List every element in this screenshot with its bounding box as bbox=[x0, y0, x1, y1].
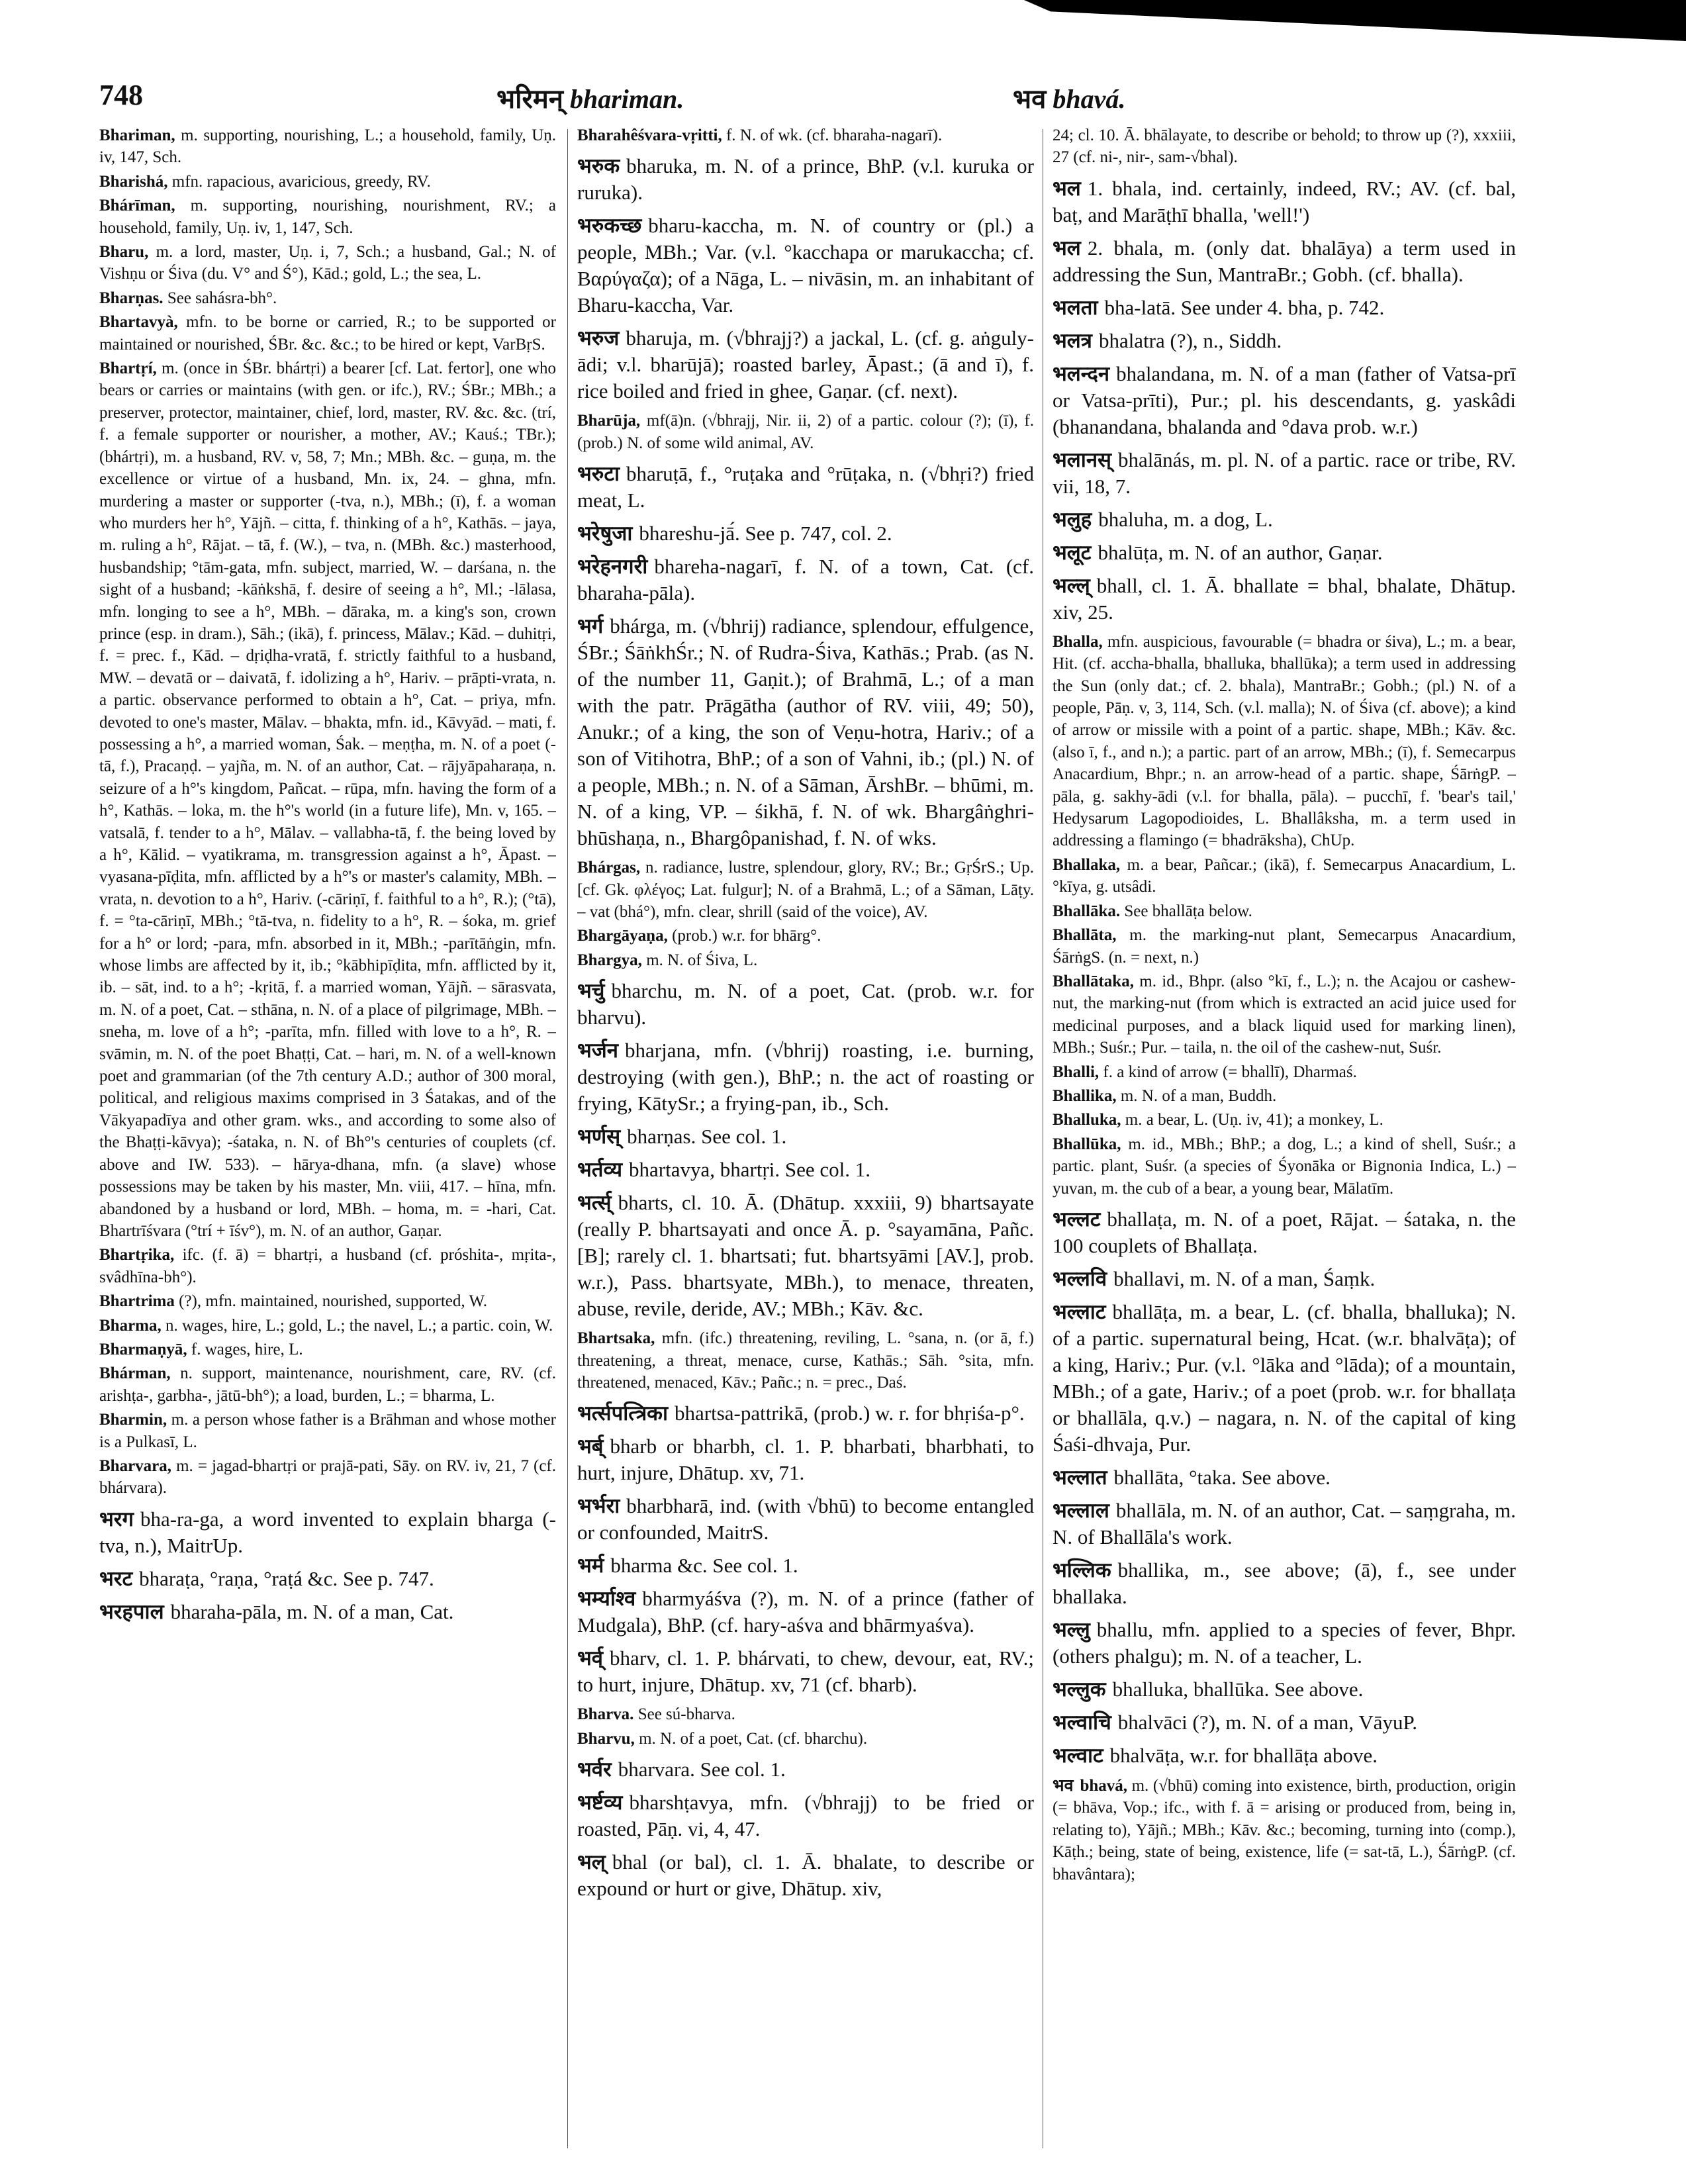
dictionary-entry bbox=[577, 1190, 1034, 1322]
dictionary-entry bbox=[577, 325, 1034, 404]
entry-definition: m. (√bhrij) radiance, splendour, effulgence, ŚBr.; ŚāṅkhŚr.; N. of Rudra-Śiva, Kathās.; Prab. (as N. of the number 11, Gaṇit.); of Brahmā, L.; of a man with the patr. Prāgātha (author of RV. viii, 49; 50), Anukr.; of a king, the son of Veṇu-hotra, Hariv.; of a son of Vitihotra, BhP.; of a son of Vahni, ib.; (pl.) N. of a people, MBh.; n. N. of a Sāman, ĀrshBr. – bhūmi, m. N. of a king, VP. – śikhā, f. N. of wk. Bhargâṅghri-bhūshaṇa, n., Bhargôpanishad, f. N. of wks. bbox=[577, 614, 1034, 850]
entry-headword: bharchu, bbox=[611, 979, 683, 1003]
dictionary-entry bbox=[1053, 328, 1516, 354]
dictionary-entry bbox=[1053, 361, 1516, 440]
right-running-head bbox=[1013, 79, 1125, 116]
entry-headword: bhalvāṭa, bbox=[1109, 1743, 1185, 1767]
entry-devanagari: भल् bbox=[577, 1850, 606, 1875]
entry-headword: bhallāta, bbox=[1113, 1465, 1184, 1489]
dictionary-entry bbox=[1053, 1266, 1516, 1292]
dictionary-entry bbox=[1053, 573, 1516, 626]
entry-definition: ifc. (f. ā) = bhartṛi, a husband (cf. próshita-, mṛita-, svâdhīna-bh°). bbox=[99, 1246, 556, 1286]
dictionary-entry bbox=[99, 1455, 556, 1499]
entry-headword: bharjana, bbox=[625, 1039, 701, 1063]
dictionary-entry bbox=[1053, 506, 1516, 533]
entry-definition: m. (√bhrajj?) a jackal, L. (cf. g. aṅguly-ādi; v.l. bharūjā); roasted barley, Āpast.; (ā and ī), f. rice boiled and fried in ghee, Gaṇar. (cf. next). bbox=[577, 326, 1034, 403]
entry-headword: bharv, bbox=[610, 1646, 661, 1670]
entry-definition: n. radiance, lustre, splendour, glory, RV.; Br.; GṛŚrS.; Up. [cf. Gk. φλέγος; Lat. fulgur]; N. of a Brahmā, L.; of a Sāman, Lāṭy. – vat (bhá°), mfn. clear, shrill (said of the voice), AV. bbox=[577, 859, 1034, 922]
dictionary-entry bbox=[1053, 1774, 1516, 1885]
dictionary-entry bbox=[1053, 1133, 1516, 1200]
entry-headword: Bhalli, bbox=[1053, 1063, 1100, 1081]
entry-definition: m. id., Bhpr. (also °kī, f., L.); n. the Acajou or cashew-nut, the marking-nut (from which is extracted an acid juice used for medicinal purposes, and a black liquid used for marking linen), MBh.; Suśr.; Pur. – taila, n. the oil of the cashew-nut, Suśr. bbox=[1053, 972, 1516, 1057]
dictionary-entry bbox=[577, 1552, 1034, 1579]
entry-definition: See col. 1. bbox=[701, 1125, 787, 1149]
entry-definition: See p. 747, col. 2. bbox=[745, 522, 892, 546]
dictionary-entry bbox=[577, 925, 1034, 947]
entry-definition: (?), m. N. of a prince (father of Mudgala), BhP. (cf. hary-aśva and bhārmyaśva). bbox=[577, 1587, 1034, 1637]
dictionary-entry bbox=[1053, 235, 1516, 288]
entry-definition: See col. 1. bbox=[700, 1758, 786, 1781]
dictionary-entry bbox=[99, 311, 556, 356]
entry-definition: m. id., MBh.; BhP.; a dog, L.; a kind of shell, Suśr.; a partic. plant, Suśr. (a species of Śyonāka or Bignonia Indica, L.) – yuvan, m. the cub of a bear, a young bear, Mālatīm. bbox=[1053, 1135, 1516, 1198]
entry-headword: Bharṇas. bbox=[99, 289, 164, 307]
entry-headword: Bhárīman, bbox=[99, 197, 175, 215]
dictionary-entry bbox=[1053, 1206, 1516, 1259]
entry-devanagari: भरुकच्छ bbox=[577, 214, 642, 238]
entry-devanagari: भल्लिक bbox=[1053, 1558, 1111, 1582]
entry-headword: Bharūja, bbox=[577, 412, 641, 430]
entry-definition: w.r. for bhallāṭa above. bbox=[1190, 1743, 1378, 1767]
entry-headword: bhaluha, bbox=[1098, 507, 1169, 531]
entry-headword: bharaha-pāla, bbox=[170, 1599, 282, 1623]
entry-headword: Bharva. bbox=[577, 1705, 634, 1724]
entry-devanagari: भरुटा bbox=[577, 462, 620, 487]
entry-definition: ind. certainly, indeed, RV.; AV. (cf. bal, baṭ, and Marāṭhī bhalla, 'well!') bbox=[1053, 176, 1516, 226]
dictionary-entry bbox=[1053, 175, 1516, 228]
left-running-head bbox=[496, 79, 684, 116]
entry-definition: m. N. of a man (father of Vatsa-prī or Vatsa-prīti), Pur.; pl. his descendants, g. yaskâdi (bhanandana, bhalanda and °dava prob. w.r.) bbox=[1053, 361, 1516, 438]
entry-definition: mfn. applied to a species of fever, Bhpr. (others phalgu); m. N. of a teacher, L. bbox=[1053, 1617, 1516, 1668]
column-rule-1 bbox=[567, 129, 568, 2148]
entry-headword: bhallika, bbox=[1117, 1558, 1190, 1582]
entry-headword: Bharishá, bbox=[99, 172, 168, 191]
entry-headword: bharmyáśva bbox=[642, 1587, 742, 1611]
entry-headword: Bhartṛika, bbox=[99, 1246, 175, 1264]
dictionary-entry bbox=[1053, 1299, 1516, 1458]
entry-definition: mfn. (√bhrajj) to be fried or roasted, Pāṇ. vi, 4, 47. bbox=[577, 1791, 1034, 1841]
entry-definition: cl. 1. Ā. bhalate, to describe or expound or hurt or give, Dhātup. xiv, bbox=[577, 1850, 1034, 1901]
entry-definition: mfn. (ifc.) threatening, reviling, L. °sana, n. (or ā, f.) threatening, a threat, menace, curse, Kathās.; Sāh. °sita, mfn. threatened, menaced, Kāv.; Pañc.; n. = prec., Daś. bbox=[577, 1329, 1034, 1392]
dictionary-entry bbox=[99, 1599, 556, 1625]
entry-devanagari: भर्णस् bbox=[577, 1125, 621, 1149]
entry-headword: bharma bbox=[610, 1554, 673, 1578]
entry-headword: bha-latā. bbox=[1104, 295, 1176, 319]
entry-headword: bharaṭa, bbox=[139, 1566, 205, 1590]
dictionary-entry bbox=[99, 1315, 556, 1337]
page-number: 748 bbox=[99, 79, 143, 111]
entry-definition: °taka. See above. bbox=[1189, 1465, 1331, 1489]
entry-definition: cl. 10. Ā. (Dhātup. xxxiii, 9) bhartsayate (really P. bhartsayati and once Ā. p. °sayamāna, Pañc. [B]; rarely cl. 1. bhartsati; fut. bhartsyāmi [AV.], prob. w.r.), Pass. bhartsyate, MBh.), to menace, threaten, abuse, revile, deride, AV.; MBh.; Kāv. &c. bbox=[577, 1191, 1034, 1321]
entry-headword: Bhargāyaṇa, bbox=[577, 927, 668, 945]
entry-devanagari: भल्वाट bbox=[1053, 1743, 1103, 1768]
entry-headword: bharts, bbox=[618, 1191, 674, 1215]
entry-headword: Bhartavyà, bbox=[99, 313, 178, 332]
entry-definition: mf(ā)n. (√bhrajj, Nir. ii, 2) of a partic. colour (?); (ī), f. (prob.) N. of some wild animal, AV. bbox=[577, 412, 1034, 452]
entry-devanagari: भल्लु bbox=[1053, 1617, 1090, 1642]
entry-devanagari: भरुक bbox=[577, 154, 620, 179]
entry-headword: bhallāṭa, bbox=[1112, 1300, 1183, 1323]
dictionary-entry bbox=[1053, 1109, 1516, 1131]
entry-devanagari: भलानस् bbox=[1053, 448, 1112, 472]
dictionary-entry bbox=[99, 124, 556, 169]
entry-devanagari: भल्लट bbox=[1053, 1207, 1101, 1231]
dictionary-entry bbox=[1053, 924, 1516, 969]
entry-definition: mfn. (√bhrij) roasting, i.e. burning, destroying (with gen.), BhP.; n. the act of roasting or frying, KātySr.; a frying-pan, ib., Sch. bbox=[577, 1039, 1034, 1116]
dictionary-entry bbox=[99, 171, 556, 193]
entry-definition: (?), n., Siddh. bbox=[1170, 328, 1282, 352]
entry-definition: m. = jagad-bhartṛi or prajā-pati, Sāy. on RV. iv, 21, 7 (cf. bhárvara). bbox=[99, 1456, 556, 1497]
entry-devanagari: भरट bbox=[99, 1566, 133, 1591]
column-right bbox=[1053, 124, 1516, 2150]
entry-devanagari: भरेषुजा bbox=[577, 522, 633, 546]
entry-headword: bhallaṭa, bbox=[1107, 1207, 1178, 1231]
dictionary-entry bbox=[577, 1157, 1034, 1183]
dictionary-entry bbox=[99, 1339, 556, 1360]
dictionary-entry bbox=[577, 520, 1034, 547]
entry-definition: See col. 1. bbox=[784, 1158, 871, 1182]
entry-definition: cl. 1. P. bhárvati, to chew, devour, eat, RV.; to hurt, injure, Dhātup. xv, 71 (cf. bharb). bbox=[577, 1646, 1034, 1697]
entry-headword: bhalānás, bbox=[1118, 448, 1195, 471]
entry-definition: °raṇa, °raṭá &c. See p. 747. bbox=[209, 1566, 434, 1590]
entry-definition: m. N. of a poet, Cat. (prob. w.r. for bharvu). bbox=[577, 979, 1034, 1029]
entry-definition: m. N. of a prince, BhP. (v.l. kuruka or ruruka). bbox=[577, 154, 1034, 205]
entry-definition: f. wages, hire, L. bbox=[191, 1340, 303, 1358]
entry-devanagari: भल्ल् bbox=[1053, 573, 1090, 598]
entry-headword: bharu-kaccha, bbox=[648, 214, 764, 238]
entry-headword: bhalvāci bbox=[1117, 1710, 1188, 1734]
entry-definition: m. N. of Śiva, L. bbox=[646, 951, 758, 969]
right-running-head-word: bhavá. bbox=[1053, 84, 1126, 114]
dictionary-entry bbox=[1053, 971, 1516, 1059]
entry-headword: Bhalluka, bbox=[1053, 1111, 1121, 1129]
dictionary-entry bbox=[577, 1123, 1034, 1150]
entry-definition: mfn. auspicious, favourable (= bhadra or śiva), L.; m. a bear, Hit. (cf. accha-bhalla, bhalluka, bhallūka); a term used in addressing the Sun (only dat.; cf. 2. bhala), MantraBr.; Gobh.; (pl.) N. of a people, Pāṇ. v, 3, 114, Sch. (v.l. malla); N. of Śiva (cf. above); a kind of arrow or missile with a point of a partic. shape, MBh.; Kāv. &c. (also ī, f., and n.); a partic. part of an arrow, MBh.; (ī), f. Semecarpus Anacardium, Bhpr.; n. an arrow-head of a partic. shape, ŚārṅgP. – pāla, g. sakhy-ādi (v.l. for bhalla, pāla). – pucchī, f. 'bear's tail,' Hedysarum Lagopodioides, L. Bhallâksha, m. a term used in addressing a flamingo (= bhadrāksha), ChUp. bbox=[1053, 632, 1516, 850]
column-middle bbox=[577, 124, 1034, 2150]
entry-definition: See sú-bharva. bbox=[637, 1705, 735, 1724]
entry-headword: bharvara. bbox=[618, 1758, 695, 1781]
dictionary-entry bbox=[1053, 1617, 1516, 1670]
entry-headword: bharbharā, bbox=[626, 1494, 714, 1518]
dictionary-entry bbox=[577, 1400, 1034, 1427]
dictionary-entry bbox=[99, 357, 556, 1242]
entry-devanagari: भल्लवि bbox=[1053, 1266, 1107, 1291]
entry-definition: m. a bear, Pañcar.; (ikā), f. Semecarpus Anacardium, L. °kīya, g. utsâdi. bbox=[1053, 855, 1516, 896]
dictionary-entry bbox=[577, 410, 1034, 454]
entry-headword: 2. bhala, bbox=[1087, 236, 1164, 260]
dictionary-entry bbox=[577, 1728, 1034, 1750]
entry-definition: m. a person whose father is a Brāhman and whose mother is a Pulkasī, L. bbox=[99, 1411, 556, 1451]
corner-scan-bar bbox=[1024, 0, 1686, 41]
entry-definition: &c. See col. 1. bbox=[677, 1554, 798, 1578]
entry-definition: m. N. of a man, Buddh. bbox=[1120, 1086, 1277, 1105]
entry-headword: Bhallaka, bbox=[1053, 855, 1121, 874]
left-running-head-word: bhariman. bbox=[569, 84, 684, 114]
dictionary-entry bbox=[99, 241, 556, 285]
dictionary-entry bbox=[577, 1037, 1034, 1117]
entry-headword: bhalatra bbox=[1098, 328, 1165, 352]
entry-devanagari: भर्तव्य bbox=[577, 1158, 623, 1182]
entry-headword: Bhariman, bbox=[99, 126, 175, 144]
entry-devanagari: भर्ग bbox=[577, 614, 604, 639]
entry-definition: 24; cl. 10. Ā. bhālayate, to describe or behold; to throw up (?), xxxiii, 27 (cf. ni-, nir-, sam-√bhal). bbox=[1053, 126, 1516, 167]
entry-definition: m. N. of an author, Gaṇar. bbox=[1168, 540, 1383, 564]
dictionary-entry bbox=[99, 195, 556, 239]
entry-devanagari: भरग bbox=[99, 1507, 134, 1531]
entry-definition: m. a lord, master, Uṇ. i, 7, Sch.; a husband, Gal.; N. of Vishṇu or Śiva (du. V° and Ś°), Kād.; gold, L.; the sea, L. bbox=[99, 243, 556, 283]
entry-headword: Bhargya, bbox=[577, 951, 642, 969]
entry-definition: m. pl. N. of a partic. race or tribe, RV. vii, 18, 7. bbox=[1053, 448, 1516, 498]
entry-devanagari: भल्लाट bbox=[1053, 1300, 1106, 1324]
entry-devanagari: भरहपाल bbox=[99, 1599, 164, 1624]
entry-headword: Bhartrima bbox=[99, 1292, 175, 1311]
entry-headword: bhalandana, bbox=[1116, 361, 1215, 385]
entry-headword: bharuja, bbox=[626, 326, 693, 350]
page-header bbox=[99, 78, 1556, 124]
entry-definition: m. supporting, nourishing, nourishment, RV.; a household, family, Uṇ. iv, 1, 147, Sch. bbox=[99, 197, 556, 237]
entry-headword: Bhárgas, bbox=[577, 859, 641, 877]
entry-definition: f. N. of a town, Cat. (cf. bharaha-pāla). bbox=[577, 555, 1034, 605]
entry-devanagari: भर्म्याश्व bbox=[577, 1587, 636, 1611]
entry-definition: m. a bear, L. (cf. bhalla, bhalluka); N. of a partic. supernatural being, Hcat. (w.r. bhalvāṭa); of a king, Hariv.; Pur. (v.l. °lāka and °lāda); of a mountain, MBh.; of a gate, Hariv.; of a poet (prob. w.r. for bhallaṭa or bhallāla, q.v.) – nagara, n. N. of the capital of king Śaśi-dhvaja, Pur. bbox=[1053, 1300, 1516, 1456]
entry-headword: Bharmaṇyā, bbox=[99, 1340, 187, 1358]
entry-devanagari: भरुज bbox=[577, 326, 620, 351]
dictionary-entry bbox=[1053, 1742, 1516, 1769]
dictionary-entry bbox=[99, 1409, 556, 1453]
entry-definition: cl. 1. Ā. bhallate = bhal, bhalate, Dhātup. xiv, 25. bbox=[1053, 573, 1516, 624]
entry-headword: Bhartsaka, bbox=[577, 1329, 655, 1348]
entry-definition: m., see above; (ā), f., see under bhallaka. bbox=[1053, 1558, 1516, 1608]
entry-headword: bhallāla, bbox=[1115, 1498, 1186, 1522]
entry-definition: m. N. of country or (pl.) a people, MBh.; Var. (v.l. °kacchapa or marukaccha; cf. Βαρύγαζα); of a Nāga, L. – nivāsin, m. an inhabitant of Bharu-kaccha, Var. bbox=[577, 214, 1034, 317]
entry-definition: m. a bear, L. (Uṇ. iv, 41); a monkey, L. bbox=[1125, 1111, 1383, 1129]
entry-definition: mfn. rapacious, avaricious, greedy, RV. bbox=[171, 172, 431, 191]
entry-headword: bhárga, bbox=[610, 614, 671, 638]
entry-headword: 1. bhala, bbox=[1087, 176, 1162, 200]
entry-headword: bhalluka, bhallūka. bbox=[1112, 1677, 1270, 1701]
entry-devanagari: भर्वर bbox=[577, 1758, 612, 1782]
entry-definition: n. support, maintenance, nourishment, care, RV. (cf. arishṭa-, garbha-, jātū-bh°); a load, burden, L.; = bharma, L. bbox=[99, 1364, 556, 1405]
entry-devanagari: भलूट bbox=[1053, 540, 1092, 565]
entry-definition: m. (only dat. bhalāya) a term used in addressing the Sun, MantraBr.; Gobh. (cf. bhalla). bbox=[1053, 236, 1516, 286]
entry-definition: m. N. of an author, Cat. – saṃgraha, m. N. of Bhallāla's work. bbox=[1053, 1498, 1516, 1548]
dictionary-entry bbox=[577, 613, 1034, 851]
dictionary-entry bbox=[1053, 854, 1516, 898]
entry-devanagari: भल bbox=[1053, 236, 1081, 260]
entry-headword: Bhárman, bbox=[99, 1364, 171, 1383]
entry-definition: m. N. of a man, Cat. bbox=[287, 1599, 454, 1623]
dictionary-entry bbox=[99, 1244, 556, 1288]
entry-devanagari: भव bbox=[1053, 1775, 1074, 1795]
entry-headword: bhartsa-pattrikā, bbox=[675, 1401, 809, 1425]
entry-headword: Bharma, bbox=[99, 1316, 162, 1335]
entry-definition: m. N. of a man, Śaṃk. bbox=[1190, 1266, 1376, 1290]
entry-definition: m. N. of a poet, Cat. (cf. bharchu). bbox=[639, 1729, 868, 1748]
entry-definition: m. the marking-nut plant, Semecarpus Anacardium, ŚārṅgS. (n. = next, n.) bbox=[1053, 926, 1516, 967]
dictionary-entry bbox=[577, 1703, 1034, 1725]
entry-headword: Bharu, bbox=[99, 243, 149, 261]
entry-devanagari: भर्व् bbox=[577, 1646, 604, 1671]
entry-headword: bha-ra-ga, bbox=[140, 1507, 224, 1531]
entry-headword: Bharvu, bbox=[577, 1729, 635, 1748]
entry-devanagari: भल्लात bbox=[1053, 1465, 1107, 1490]
entry-devanagari: भलत्र bbox=[1053, 328, 1092, 353]
dictionary-entry bbox=[577, 213, 1034, 318]
entry-definition: See bhallāṭa below. bbox=[1124, 902, 1252, 920]
entry-headword: bhall, bbox=[1096, 573, 1143, 597]
entry-devanagari: भलन्दन bbox=[1053, 361, 1110, 386]
entry-headword: bhalūṭa, bbox=[1098, 540, 1164, 564]
entry-headword: bharb or bharbh, bbox=[610, 1435, 756, 1458]
dictionary-entry bbox=[1053, 1709, 1516, 1736]
dictionary-entry bbox=[1053, 631, 1516, 852]
dictionary-entry bbox=[577, 1756, 1034, 1783]
dictionary-entry bbox=[577, 461, 1034, 514]
entry-headword: bhareshu-jā́. bbox=[639, 522, 740, 546]
dictionary-entry bbox=[577, 124, 1034, 146]
entry-headword: Bhalla, bbox=[1053, 632, 1103, 651]
dictionary-entry bbox=[577, 1493, 1034, 1546]
entry-definition: mfn. to be borne or carried, R.; to be supported or maintained or nourished, ŚBr. &c. &c.; to be hired or kept, VarBṛS. bbox=[99, 313, 556, 354]
dictionary-entry bbox=[577, 857, 1034, 923]
dictionary-entry bbox=[99, 1290, 556, 1312]
entry-definition: (prob.) w.r. for bhārg°. bbox=[672, 927, 821, 945]
dictionary-entry bbox=[577, 1433, 1034, 1486]
entry-definition: a word invented to explain bharga (-tva, n.), MaitrUp. bbox=[99, 1507, 556, 1557]
dictionary-entry bbox=[577, 1586, 1034, 1638]
dictionary-entry bbox=[1053, 900, 1516, 922]
entry-headword: bharṇas. bbox=[627, 1125, 696, 1149]
dictionary-entry bbox=[1053, 1676, 1516, 1703]
entry-definition: m. supporting, nourishing, L.; a household, family, Uṇ. iv, 147, Sch. bbox=[99, 126, 556, 167]
entry-definition: See under 4. bha, p. 742. bbox=[1180, 295, 1385, 319]
left-running-head-devanagari: भरिमन् bbox=[496, 84, 563, 115]
entry-devanagari: भर्म bbox=[577, 1554, 604, 1578]
dictionary-entry bbox=[577, 1789, 1034, 1842]
dictionary-entry bbox=[577, 553, 1034, 606]
dictionary-entry bbox=[99, 1566, 556, 1592]
entry-devanagari: भल्लाल bbox=[1053, 1498, 1109, 1523]
entry-headword: Bhallāta, bbox=[1053, 926, 1117, 945]
entry-devanagari: भलता bbox=[1053, 295, 1098, 320]
entry-headword: bhallu, bbox=[1096, 1617, 1154, 1641]
entry-definition: (?), mfn. maintained, nourished, supported, W. bbox=[179, 1292, 488, 1311]
dictionary-entry bbox=[577, 978, 1034, 1031]
dictionary-entry bbox=[577, 949, 1034, 971]
entry-headword: bhareha-nagarī, bbox=[654, 555, 782, 579]
entry-headword: bhartavya, bhartṛi. bbox=[629, 1158, 780, 1182]
entry-devanagari: भर्त्सपत्त्रिका bbox=[577, 1401, 669, 1426]
dictionary-entry bbox=[1053, 1557, 1516, 1610]
entry-headword: bhal (or bal), bbox=[612, 1850, 732, 1874]
dictionary-entry bbox=[577, 153, 1034, 206]
entry-devanagari: भल्लुक bbox=[1053, 1677, 1106, 1701]
entry-headword: Bharmin, bbox=[99, 1411, 167, 1429]
dictionary-entry bbox=[1053, 540, 1516, 566]
entry-devanagari: भर्ब् bbox=[577, 1435, 604, 1459]
entry-headword: bhavá, bbox=[1080, 1776, 1128, 1795]
entry-headword: Bharahêśvara-vṛitti, bbox=[577, 126, 722, 144]
entry-headword: Bhallāka. bbox=[1053, 902, 1121, 920]
entry-headword: bharuka, bbox=[626, 154, 698, 178]
entry-devanagari: भर्ष्टव्य bbox=[577, 1791, 623, 1815]
entry-headword: Bharvara, bbox=[99, 1456, 172, 1475]
dictionary-entry bbox=[577, 1849, 1034, 1902]
dictionary-entry bbox=[1053, 447, 1516, 500]
entry-devanagari: भर्भरा bbox=[577, 1494, 620, 1519]
entry-definition: (?), m. N. of a man, VāyuP. bbox=[1192, 1710, 1418, 1734]
entry-devanagari: भल bbox=[1053, 176, 1081, 201]
dictionary-entry bbox=[577, 1327, 1034, 1394]
entry-devanagari: भर्त्स् bbox=[577, 1191, 612, 1215]
column-left bbox=[99, 124, 556, 2150]
entry-devanagari: भल्वाचि bbox=[1053, 1710, 1111, 1734]
entry-headword: bharuṭā, bbox=[626, 462, 693, 486]
entry-definition: See sahásra-bh°. bbox=[167, 289, 277, 307]
entry-headword: bhallavi, bbox=[1113, 1266, 1185, 1290]
dictionary-entry bbox=[1053, 1061, 1516, 1083]
entry-headword: bharshṭavya, bbox=[629, 1791, 734, 1815]
entry-devanagari: भर्चु bbox=[577, 979, 605, 1004]
entry-headword: Bhallātaka, bbox=[1053, 972, 1134, 990]
entry-definition: f., °ruṭaka and °rūṭaka, n. (√bhṛi?) fried meat, L. bbox=[577, 462, 1034, 512]
entry-definition: f. a kind of arrow (= bhallī), Dharmaś. bbox=[1103, 1063, 1357, 1081]
entry-definition: n. wages, hire, L.; gold, L.; the navel, L.; a partic. coin, W. bbox=[165, 1316, 553, 1335]
entry-devanagari: भरेहनगरी bbox=[577, 555, 648, 579]
entry-headword: Bhallūka, bbox=[1053, 1135, 1121, 1153]
entry-definition: ind. (with √bhū) to become entangled or confounded, MaitrS. bbox=[577, 1494, 1034, 1544]
dictionary-entry bbox=[1053, 1497, 1516, 1550]
dictionary-entry bbox=[99, 287, 556, 309]
dictionary-entry bbox=[1053, 295, 1516, 321]
entry-definition: m. a dog, L. bbox=[1173, 507, 1273, 531]
entry-devanagari: भर्जन bbox=[577, 1039, 618, 1063]
entry-headword: Bhartṛí, bbox=[99, 359, 157, 378]
dictionary-entry bbox=[99, 1362, 556, 1407]
entry-devanagari: भलुह bbox=[1053, 507, 1092, 532]
dictionary-entry bbox=[99, 1506, 556, 1559]
entry-definition: cl. 1. P. bharbati, bharbhati, to hurt, injure, Dhātup. xv, 71. bbox=[577, 1435, 1034, 1485]
entry-definition: (prob.) w. r. for bhṛiśa-p°. bbox=[814, 1401, 1025, 1425]
entry-definition: m. N. of a poet, Rājat. – śataka, n. the 100 couplets of Bhallaṭa. bbox=[1053, 1207, 1516, 1257]
entry-headword: Bhallika, bbox=[1053, 1086, 1117, 1105]
entry-definition: f. N. of wk. (cf. bharaha-nagarī). bbox=[726, 126, 943, 144]
entry-definition: m. (√bhū) coming into existence, birth, production, origin (= bhāva, Vop.; ifc., with f. ā = arising or produced from, being in, relating to), Yājñ.; MBh.; Kāv. &c.; becoming, turning into (comp.), Kāṭh.; being, state of being, existence, life (= sat-tā, L.), ŚārṅgP. (cf. bhavântara); bbox=[1053, 1776, 1516, 1883]
right-running-head-devanagari: भव bbox=[1013, 84, 1047, 115]
dictionary-entry bbox=[1053, 124, 1516, 169]
dictionary-entry bbox=[1053, 1085, 1516, 1107]
entry-definition: m. (once in ŚBr. bhártṛi) a bearer [cf. Lat. fertor], one who bears or carries or maintains (with gen. or ifc.), RV.; ŚBr.; MBh.; a preserver, protector, maintainer, chief, lord, master, RV. &c. &c. (trí, f. a female supporter or nourisher, a mother, AV.; Kauś.; TBr.); (bhártṛi), m. a husband, RV. v, 58, 7; Mn.; MBh. &c. – guṇa, m. the excellence or virtue of a husband, Mn. ix, 24. – ghna, mfn. murdering a master or supporter (-tva, n.), MBh.; (ī), f. a woman who murders her h°, Yājñ. – citta, f. thinking of a h°, Kathās. – jaya, m. ruling a h°, Rājat. – tā, f. (W.), – tva, n. (MBh. &c.) masterhood, husbandship; °tām-gata, mfn. subject, married, W. – darśana, n. the sight of a husband; -kāṅkshā, f. desire of seeing a h°, Ml.; -lālasa, mfn. longing to see a h°, MBh. – dāraka, m. a king's son, crown prince (esp. in dram.), Sāh.; (ikā), f. princess, Mālav.; Kād. – duhitṛi, f. = prec. f., Kād. – dṛiḍha-vratā, f. strictly faithful to a husband, MW. – devatā or – daivatā, f. idolizing a h°, Hariv. – prāpti-vrata, n. a partic. observance performed to obtain a h°, Cat. – priya, mfn. devoted to one's master, Mālav. – bhakta, mfn. id., Kāvyād. – mati, f. possessing a h°, a married woman, Śak. – meṇṭha, m. N. of a poet (-tā, f.), Pracaṇḍ. – yajña, m. N. of an author, Cat. – rājyāpaharaṇa, n. seizure of a h°'s kingdom, Pañcat. – rūpa, mfn. having the form of a h°, Kathās. – loka, m. the h°'s world (in a future life), Mn. v, 165. – vatsalā, f. tender to a h°, Mālav. – vallabha-tā, f. the being loved by a h°, Kālid. – vyatikrama, m. transgression against a h°, Āpast. – vyasana-pīḍita, mfn. afflicted by a h°'s or master's calamity, MBh. – vrata, n. devotion to a h°, Hariv. (-cāriṇī, f. faithful to a h°, R.); (°tā), f. = °ta-cāriṇī, MBh.; °tā-tva, n. fidelity to a h°, R. – śoka, m. grief for a h° or lord; -para, mfn. absorbed in it, MBh.; -parītāṅgin, mfn. whose limbs are affected by it, ib.; °kābhipīḍita, mfn. afflicted by it, ib. – sāt, ind. to a h°; -kṛitā, f. a married woman, Yājñ. – sārasvata, m. N. of a poet, Cat. – sthāna, n. N. of a place of pilgrimage, MBh. – sneha, m. love of a h°; -parīta, mfn. filled with love to a h°, R. – svāmin, m. N. of the poet Bhaṭṭi, Cat. – hari, m. N. of a well-known poet and grammarian (of the 7th century A.D.; author of 300 moral, political, and religious maxims comprised in 3 Śatakas, and of the Vākyapadīya and other gram. wks., and according to some also of the Bhaṭṭi-kāvya); -śataka, n. N. of Bh°'s centuries of couplets (cf. above and IW. 533). – hārya-dhana, mfn. (a slave) whose possessions may be taken by his master, Mn. viii, 417. – hīna, mfn. abandoned by a husband or lord, MBh. – homa, m. = -hari, Cat. Bhartrīśvara (°trí + īśv°), m. N. of an author, Gaṇar. bbox=[99, 359, 556, 1240]
dictionary-entry bbox=[1053, 1464, 1516, 1491]
dictionary-entry bbox=[577, 1645, 1034, 1698]
entry-definition: See above. bbox=[1274, 1677, 1364, 1701]
